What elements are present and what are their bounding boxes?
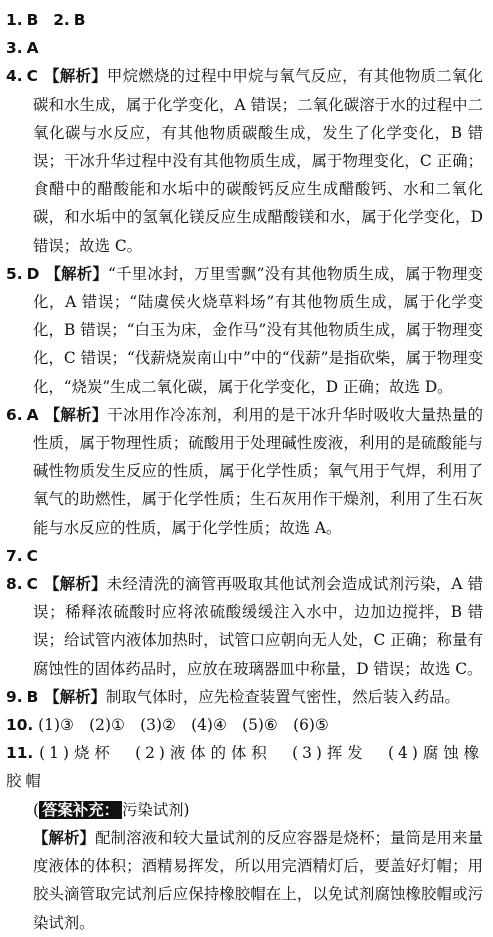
answer-q5 [6, 260, 483, 401]
answer-q10 [6, 711, 483, 739]
answer-choice: B [73, 11, 86, 29]
answer-choice: A [26, 405, 39, 424]
answer-choice: B [26, 11, 39, 29]
question-number: 8. [6, 575, 23, 594]
analysis-text: 甲烷燃烧的过程中甲烷与氧气反应，有其他物质二氧化碳和水生成，属于化学变化，A 错误；二氧化碳溶于水的过程中二氧化碳与水反应，有其他物质碳酸生成，发生了化学变化，B 错误；干冰升华过程中没有其他物质生成，属于物理变化，C 正确；食醋中的醋酸能和水垢中的碳酸钙反应生成醋酸钙、水和二氧化碳，和水垢中的氢氧化镁反应生成醋酸镁和水，属于化学变化，D 错误；故选 C。 [33, 67, 483, 255]
supplement-label: 答案补充： [39, 801, 122, 819]
answer-q6 [6, 401, 483, 542]
answer-choice: A [26, 39, 39, 58]
question-number: 9. [6, 687, 23, 706]
answer-q3 [6, 34, 483, 62]
answer-q1-q2 [6, 6, 483, 34]
answer-q11 [6, 739, 483, 936]
analysis-tag: 【解析】 [43, 575, 107, 594]
answer-choice: B [26, 687, 39, 706]
answer-choice: C [26, 546, 38, 565]
question-number: 10. [6, 716, 34, 735]
supplement-open-paren: ( [33, 800, 40, 819]
analysis-text: 未经清洗的滴管再吸取其他试剂会造成试剂污染，A 错误；稀释浓硫酸时应将浓硫酸缓缓注入水中，边加边搅拌，B 错误；给试管内液体加热时，试管口应朝向无人处，C 正确；称量有腐蚀性的固体药品时，应放在玻璃器皿中称量，D 错误；故选 C。 [33, 575, 483, 678]
analysis-tag: 【解析】 [43, 67, 107, 86]
answer-text: (1)③ (2)① (3)② (4)④ (5)⑥ (6)⑤ [38, 716, 329, 735]
analysis-tag: 【解析】 [33, 828, 96, 847]
question-number: 5. [6, 264, 23, 283]
analysis-text: 配制溶液和较大量试剂的反应容器是烧杯；量筒是用来量度液体的体积；酒精易挥发，所以用完酒精灯后，要盖好灯帽；用胶头滴管取完试剂后应保持橡胶帽在上，以免试剂腐蚀橡胶帽或污染试剂。 [33, 828, 483, 932]
answer-choice: C [26, 67, 38, 86]
answer-q8 [6, 570, 483, 683]
question-number: 1. [6, 11, 23, 29]
question-number: 4. [6, 67, 23, 86]
analysis-text: 制取气体时，应先检查装置气密性，然后装入药品。 [105, 687, 460, 706]
question-number: 7. [6, 546, 23, 565]
analysis-tag: 【解析】 [44, 687, 106, 706]
answer-text: (1)烧杯 (2)液体的体积 (3)挥发 (4)腐蚀橡胶帽 [6, 744, 483, 791]
question-number: 3. [6, 39, 23, 58]
answer-choice: C [26, 575, 38, 594]
answer-choice: D [26, 264, 40, 283]
analysis-tag: 【解析】 [44, 405, 108, 424]
supplement-text: 污染试剂) [121, 800, 190, 819]
analysis-text: 干冰用作冷冻剂，利用的是干冰升华时吸收大量热量的性质，属于物理性质；硫酸用于处理碱性废液，利用的是硫酸能与碱性物质发生反应的性质，属于化学性质；氧气用于气焊，利用了氧气的助燃性，属于化学性质；生石灰用作干燥剂，利用了生石灰能与水反应的性质，属于化学性质；故选 A。 [33, 405, 483, 537]
analysis-tag: 【解析】 [45, 264, 109, 283]
answer-q9 [6, 683, 483, 711]
question-number: 6. [6, 405, 23, 424]
answer-q7 [6, 542, 483, 570]
question-number: 2. [53, 11, 70, 29]
analysis-text: “千里冰封，万里雪飘”没有其他物质生成，属于物理变化，A 错误；“陆虞侯火烧草料场”有其他物质生成，属于化学变化，B 错误；“白玉为床，金作马”没有其他物质生成，属于物理变化，C 错误；“伐薪烧炭南山中”中的“伐薪”是指砍柴，属于物理变化，“烧炭”生成二氧化碳，属于化学变化，D 正确；故选 D。 [33, 264, 483, 396]
answer-q4 [6, 62, 483, 259]
question-number: 11. [6, 744, 34, 763]
